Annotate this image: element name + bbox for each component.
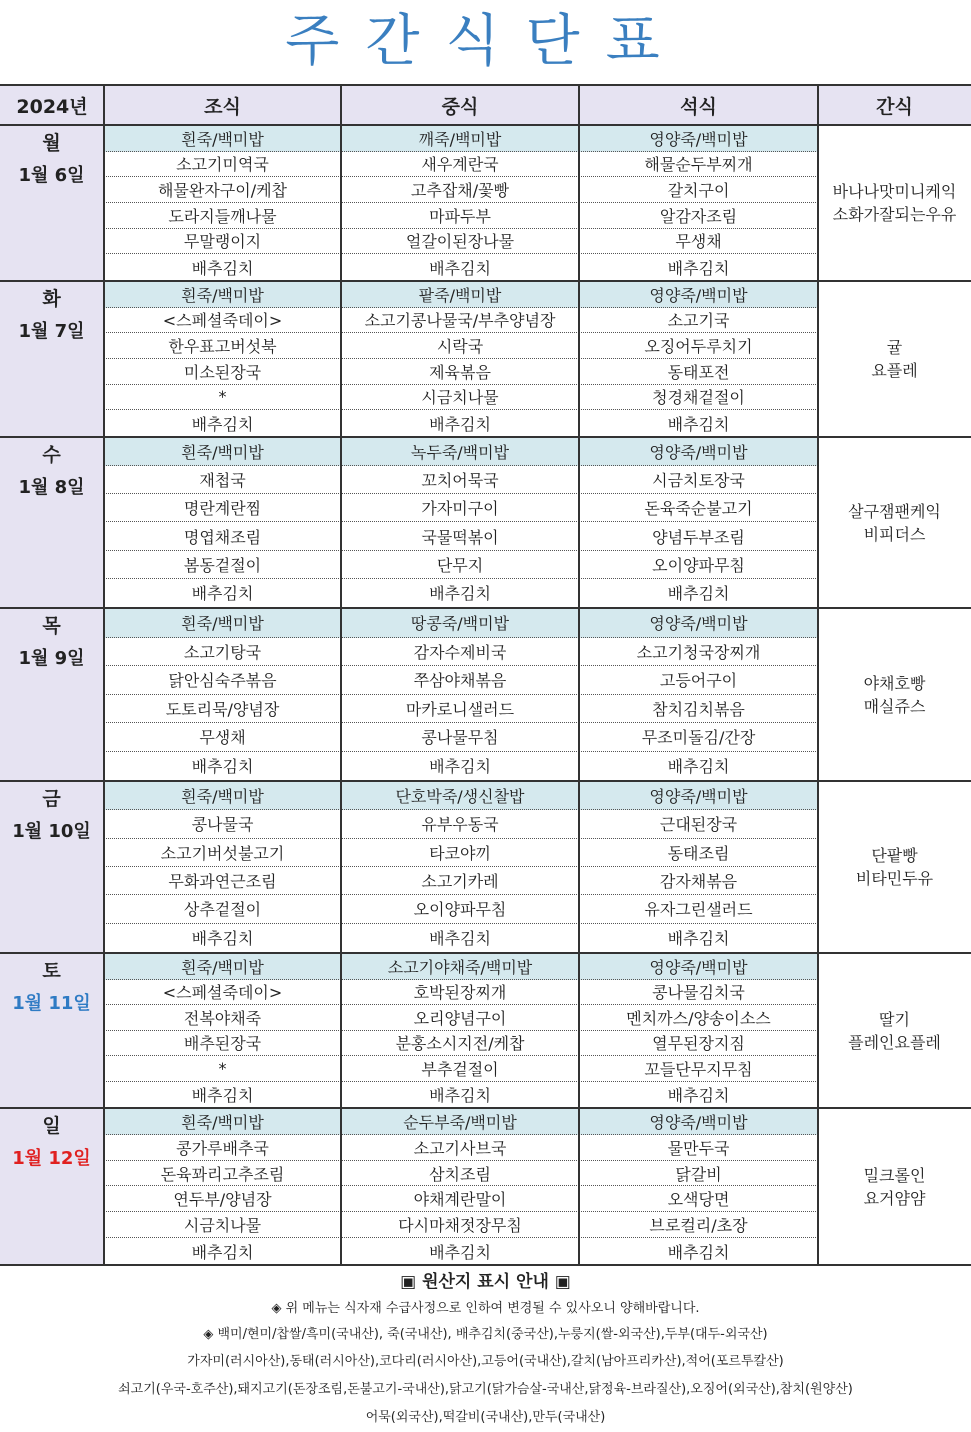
menu-item: 유부우동국	[341, 810, 579, 838]
snack-item: 딸기	[879, 1009, 910, 1029]
dinner-menu	[579, 282, 818, 436]
menu-item: 소고기국	[579, 308, 818, 334]
menu-item: 영양죽/백미밥	[579, 282, 818, 308]
day-label	[0, 1109, 103, 1264]
lunch-menu	[341, 609, 579, 780]
menu-item: 영양죽/백미밥	[579, 782, 818, 810]
day-date: 1월 8일	[18, 477, 85, 498]
breakfast-menu	[104, 609, 341, 780]
menu-item: 배추김치	[191, 1242, 254, 1262]
menu-item: 참치김치볶음	[579, 695, 818, 724]
menu-item: 닭갈비	[579, 1161, 818, 1187]
menu-item: *	[104, 1056, 341, 1082]
origin-notice-title: ▣ 원산지 표시 안내 ▣	[400, 1272, 571, 1292]
menu-item: 소고기탕국	[104, 638, 341, 667]
menu-item: 콩나물김치국	[579, 980, 818, 1006]
menu-item: 꼬들단무지무침	[579, 1056, 818, 1082]
menu-item: 청경채겉절이	[579, 385, 818, 411]
menu-item: 재첩국	[104, 466, 341, 494]
snack-menu	[818, 282, 971, 436]
menu-item: 소고기미역국	[104, 152, 341, 178]
menu-item: 브로컬리/초장	[579, 1212, 818, 1238]
snack-item: 매실쥬스	[863, 696, 926, 716]
lunch-menu	[341, 438, 579, 607]
menu-item: 동태조림	[579, 839, 818, 867]
menu-item: 배추김치	[429, 1085, 491, 1105]
column-divider	[578, 84, 580, 1266]
menu-item: 한우표고버섯북	[104, 333, 341, 359]
column-divider	[817, 84, 819, 1266]
breakfast-menu	[104, 438, 341, 607]
menu-item: 쭈삼야채볶음	[341, 666, 579, 695]
menu-item: 새우계란국	[341, 152, 579, 178]
menu-item: 순두부죽/백미밥	[341, 1109, 579, 1135]
snack-item: 단팥빵	[871, 846, 918, 865]
menu-item: 깨죽/백미밥	[341, 126, 579, 152]
menu-item: 전복야채죽	[104, 1005, 341, 1031]
menu-item: 동태포전	[579, 359, 818, 385]
origin-line: 쇠고기(우국-호주산),돼지고기(돈장조림,돈불고기-국내산),닭고기(닭가슴살-국내산,닭정육-브라질산),오징어(외국산),참치(원양산)	[118, 1382, 853, 1397]
menu-item: 양념두부조림	[579, 522, 818, 550]
menu-item: 녹두죽/백미밥	[341, 438, 579, 466]
menu-item: <스페셜죽데이>	[104, 980, 341, 1006]
menu-item: 감자수제비국	[341, 638, 579, 667]
menu-item: 시금치나물	[341, 385, 579, 411]
menu-item: 콩나물국	[104, 810, 341, 838]
dinner-menu	[579, 438, 818, 607]
menu-item: 도라지들깨나물	[104, 203, 341, 229]
menu-item: 꼬치어묵국	[341, 466, 579, 494]
dinner-menu	[579, 609, 818, 780]
menu-item: 시금치나물	[104, 1212, 341, 1238]
day-row	[0, 1109, 971, 1266]
menu-item: 배추된장국	[104, 1031, 341, 1057]
lunch-menu	[341, 1109, 579, 1264]
menu-item: 배추김치	[191, 258, 254, 278]
day-row	[0, 954, 971, 1109]
menu-item: 타코야끼	[341, 839, 579, 867]
day-label	[0, 954, 103, 1107]
dinner-menu	[579, 126, 818, 280]
menu-item: 배추김치	[191, 929, 254, 949]
header-breakfast: 조식	[104, 84, 341, 126]
header-year: 2024년	[0, 84, 104, 126]
menu-item: 영양죽/백미밥	[579, 609, 818, 638]
origin-line: 어묵(외국산),떡갈비(국내산),만두(국내산)	[365, 1410, 606, 1425]
menu-item: 제육볶음	[341, 359, 579, 385]
menu-item: 가자미구이	[341, 494, 579, 522]
menu-item: 갈치구이	[579, 177, 818, 203]
breakfast-menu	[104, 126, 341, 280]
day-row	[0, 609, 971, 782]
menu-item: 흰죽/백미밥	[104, 126, 341, 152]
column-divider	[340, 84, 342, 1266]
menu-item: 팥죽/백미밥	[341, 282, 579, 308]
menu-item: 봄동겉절이	[104, 551, 341, 579]
menu-item: 단호박죽/생신찰밥	[341, 782, 579, 810]
menu-item: 흰죽/백미밥	[104, 782, 341, 810]
snack-item: 소화가잘되는우유	[832, 205, 957, 224]
menu-item: 마파두부	[341, 203, 579, 229]
menu-item: 소고기카레	[341, 867, 579, 895]
day-date: 1월 6일	[18, 165, 85, 186]
day-name: 화	[42, 288, 61, 310]
menu-item: 알감자조림	[579, 203, 818, 229]
menu-item: 소고기콩나물국/부추양념장	[341, 308, 579, 334]
lunch-menu	[341, 782, 579, 952]
origin-notice	[0, 1268, 971, 1432]
lunch-menu	[341, 954, 579, 1107]
menu-item: 흰죽/백미밥	[104, 438, 341, 466]
menu-item: 시금치토장국	[579, 466, 818, 494]
menu-item: 배추김치	[667, 929, 730, 949]
menu-item: 삼치조림	[341, 1161, 579, 1187]
origin-line: 가자미(러시아산),동태(러시아산),코다리(러시아산),고등어(국내산),갈치(남아프리카산),적어(포르투칼산)	[187, 1354, 784, 1369]
menu-item: 배추김치	[191, 757, 254, 777]
menu-item: 무화과연근조림	[104, 867, 341, 895]
menu-item: 배추김치	[429, 929, 491, 949]
notice-line: ◈ 위 메뉴는 식자재 수급사정으로 인하여 변경될 수 있사오니 양해바랍니다.	[271, 1301, 700, 1316]
menu-item: 근대된장국	[579, 810, 818, 838]
snack-item: 요거얌얌	[863, 1188, 926, 1208]
menu-item: 흰죽/백미밥	[104, 954, 341, 980]
snack-item: 살구잼팬케익	[848, 501, 941, 521]
menu-item: 멘치까스/양송이소스	[579, 1005, 818, 1031]
menu-item: 오이양파무침	[579, 551, 818, 579]
menu-item: 배추김치	[667, 414, 730, 434]
menu-item: 부추겉절이	[341, 1056, 579, 1082]
menu-item: 명엽채조림	[104, 522, 341, 550]
menu-table	[0, 84, 971, 1266]
day-label	[0, 438, 103, 607]
dinner-menu	[579, 782, 818, 952]
menu-item: 소고기사브국	[341, 1135, 579, 1161]
snack-menu	[818, 609, 971, 780]
menu-item: 배추김치	[191, 584, 254, 604]
menu-item: <스페셜죽데이>	[104, 308, 341, 334]
menu-item: 분홍소시지전/케찹	[341, 1031, 579, 1057]
menu-item: 콩나물무침	[341, 723, 579, 752]
menu-item: 얼갈이된장나물	[341, 229, 579, 255]
menu-item: 배추김치	[191, 1085, 254, 1105]
day-label	[0, 282, 103, 436]
menu-item: 배추김치	[667, 584, 730, 604]
menu-item: 국물떡볶이	[341, 522, 579, 550]
menu-item: 배추김치	[429, 1242, 491, 1262]
menu-item: 물만두국	[579, 1135, 818, 1161]
menu-item: 영양죽/백미밥	[579, 1109, 818, 1135]
breakfast-menu	[104, 954, 341, 1107]
day-name: 일	[42, 1115, 61, 1137]
menu-item: 배추김치	[667, 1085, 730, 1105]
menu-item: 영양죽/백미밥	[579, 954, 818, 980]
menu-item: 배추김치	[429, 584, 491, 604]
menu-item: 무생채	[104, 723, 341, 752]
menu-item: 오색당면	[579, 1186, 818, 1212]
menu-item: 해물완자구이/케찹	[104, 177, 341, 203]
breakfast-menu	[104, 782, 341, 952]
menu-item: 다시마채젓장무침	[341, 1212, 579, 1238]
menu-item: 호박된장찌개	[341, 980, 579, 1006]
day-date: 1월 9일	[18, 648, 85, 669]
menu-item: 오리양념구이	[341, 1005, 579, 1031]
menu-item: 돈육죽순불고기	[579, 494, 818, 522]
menu-item: 배추김치	[667, 258, 730, 278]
menu-item: 배추김치	[429, 757, 491, 777]
column-divider	[103, 84, 105, 1266]
lunch-menu	[341, 126, 579, 280]
menu-item: 오징어두루치기	[579, 333, 818, 359]
snack-menu	[818, 126, 971, 280]
day-label	[0, 126, 103, 280]
header-dinner: 석식	[579, 84, 818, 126]
day-name: 월	[42, 132, 61, 154]
menu-item: 미소된장국	[104, 359, 341, 385]
day-name: 금	[42, 788, 61, 810]
menu-item: 배추김치	[667, 1242, 730, 1262]
day-row	[0, 282, 971, 438]
menu-item: 해물순두부찌개	[579, 152, 818, 178]
snack-item: 바나나맛미니케익	[832, 182, 957, 201]
menu-item: 고추잡채/꽃빵	[341, 177, 579, 203]
snack-item: 요플레	[871, 361, 918, 380]
breakfast-menu	[104, 1109, 341, 1264]
menu-item: *	[104, 385, 341, 411]
menu-item: 소고기버섯불고기	[104, 839, 341, 867]
menu-item: 닭안심숙주볶음	[104, 666, 341, 695]
day-date: 1월 10일	[12, 821, 91, 842]
menu-item: 야채계란말이	[341, 1186, 579, 1212]
menu-item: 땅콩죽/백미밥	[341, 609, 579, 638]
snack-menu	[818, 1109, 971, 1264]
menu-item: 마카로니샐러드	[341, 695, 579, 724]
menu-item: 흰죽/백미밥	[104, 1109, 341, 1135]
menu-item: 배추김치	[429, 258, 491, 278]
snack-item: 귤	[886, 338, 903, 357]
menu-item: 배추김치	[191, 414, 254, 434]
menu-item: 배추김치	[429, 414, 491, 434]
day-row	[0, 782, 971, 954]
snack-item: 비피더스	[863, 524, 926, 544]
menu-item: 열무된장지짐	[579, 1031, 818, 1057]
snack-item: 밀크롤인	[863, 1165, 926, 1185]
menu-item: 고등어구이	[579, 666, 818, 695]
menu-item: 단무지	[341, 551, 579, 579]
breakfast-menu	[104, 282, 341, 436]
lunch-menu	[341, 282, 579, 436]
menu-item: 배추김치	[667, 757, 730, 777]
snack-menu	[818, 782, 971, 952]
menu-item: 연두부/양념장	[104, 1186, 341, 1212]
menu-item: 무말랭이지	[104, 229, 341, 255]
snack-item: 플레인요플레	[848, 1032, 941, 1052]
day-name: 목	[42, 615, 61, 637]
menu-item: 영양죽/백미밥	[579, 438, 818, 466]
menu-item: 소고기야채죽/백미밥	[341, 954, 579, 980]
header-snack: 간식	[818, 84, 971, 126]
menu-item: 소고기청국장찌개	[579, 638, 818, 667]
origin-line: ◈ 백미/현미/찹쌀/흑미(국내산), 죽(국내산), 배추김치(중국산),누룽지(쌀-외국산),두부(대두-외국산)	[203, 1327, 768, 1342]
snack-menu	[818, 438, 971, 607]
menu-item: 감자채볶음	[579, 867, 818, 895]
menu-item: 상추겉절이	[104, 895, 341, 923]
page-title: 주간식단표	[285, 9, 686, 74]
menu-item: 도토리묵/양념장	[104, 695, 341, 724]
menu-item: 오이양파무침	[341, 895, 579, 923]
day-date: 1월 11일	[12, 993, 91, 1014]
day-date: 1월 7일	[18, 321, 85, 342]
menu-item: 영양죽/백미밥	[579, 126, 818, 152]
menu-item: 흰죽/백미밥	[104, 609, 341, 638]
menu-item: 명란계란찜	[104, 494, 341, 522]
header-lunch: 중식	[341, 84, 579, 126]
day-row	[0, 438, 971, 609]
menu-item: 무조미돌김/간장	[579, 723, 818, 752]
menu-item: 콩가루배추국	[104, 1135, 341, 1161]
menu-item: 시락국	[341, 333, 579, 359]
day-row	[0, 126, 971, 282]
dinner-menu	[579, 1109, 818, 1264]
menu-item: 돈육꽈리고추조림	[104, 1161, 341, 1187]
menu-item: 흰죽/백미밥	[104, 282, 341, 308]
dinner-menu	[579, 954, 818, 1107]
menu-item: 유자그린샐러드	[579, 895, 818, 923]
day-label	[0, 609, 103, 780]
day-label	[0, 782, 103, 952]
day-name: 수	[42, 444, 61, 466]
day-name: 토	[42, 960, 61, 982]
snack-menu	[818, 954, 971, 1107]
snack-item: 비타민두유	[855, 869, 934, 888]
menu-item: 무생채	[579, 229, 818, 255]
day-date: 1월 12일	[12, 1148, 91, 1169]
snack-item: 야채호빵	[863, 673, 926, 693]
